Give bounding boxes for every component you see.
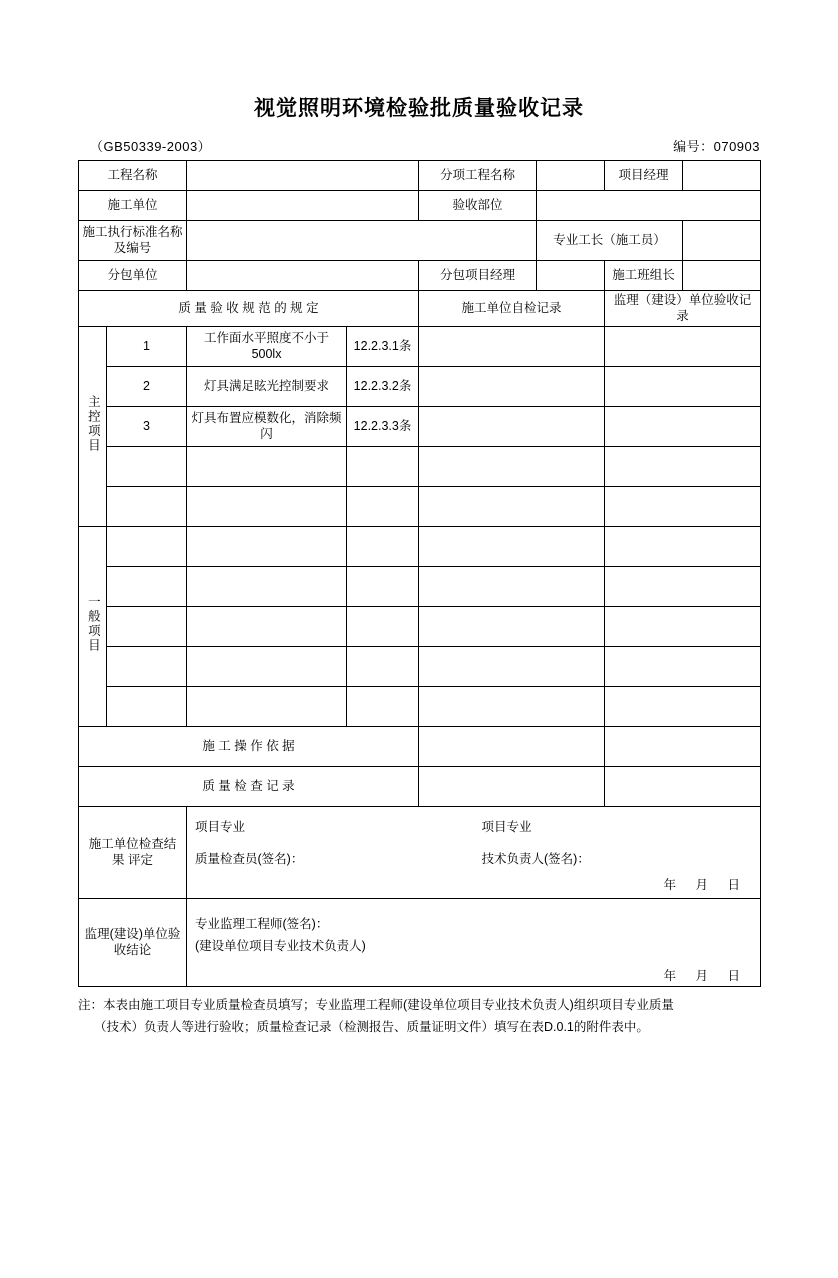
table-row: [79, 161, 761, 191]
construction-col1-line2: 质量检查员(签名)：: [195, 851, 304, 866]
item-text: [187, 647, 347, 687]
table-row: [79, 607, 761, 647]
subcontractor-label: 分包单位: [79, 261, 187, 291]
item-no: [107, 647, 187, 687]
sub-project-manager-value[interactable]: [537, 261, 605, 291]
item-supervision-record[interactable]: [605, 487, 761, 527]
item-no: 2: [107, 367, 187, 407]
table-row: [79, 261, 761, 291]
table-row: [79, 367, 761, 407]
table-row: [79, 407, 761, 447]
item-clause: [347, 487, 419, 527]
item-self-record[interactable]: [419, 687, 605, 727]
project-manager-value[interactable]: [683, 161, 761, 191]
construction-col2-line1: 项目专业: [481, 820, 532, 835]
supervision-conclusion-body: [187, 899, 761, 987]
supervision-line2: (建设单位项目专业技术负责人): [195, 938, 366, 953]
notes: [78, 995, 768, 1038]
supervision-line1: 专业监理工程师(签名)：: [195, 917, 329, 932]
item-no: [107, 567, 187, 607]
acceptance-part-value[interactable]: [537, 191, 761, 221]
table-row: [79, 567, 761, 607]
item-clause: [347, 527, 419, 567]
subheader: [78, 136, 760, 154]
project-name-label: 工程名称: [79, 161, 187, 191]
item-clause: 12.2.3.2条: [347, 367, 419, 407]
item-clause: [347, 447, 419, 487]
acceptance-form: [78, 160, 761, 987]
item-self-record[interactable]: [419, 527, 605, 567]
document-page: [0, 92, 838, 1278]
sub-project-name-label: 分项工程名称: [419, 161, 537, 191]
item-supervision-record[interactable]: [605, 367, 761, 407]
item-clause: 12.2.3.3条: [347, 407, 419, 447]
page-title: 视觉照明环境检验批质量验收记录: [254, 97, 584, 120]
team-leader-value[interactable]: [683, 261, 761, 291]
standard-name-value[interactable]: [187, 221, 537, 261]
table-row: [79, 647, 761, 687]
team-leader-label: 施工班组长: [605, 261, 683, 291]
item-self-record[interactable]: [419, 327, 605, 367]
item-text: 工作面水平照度不小于500lx: [187, 327, 347, 367]
supervision-conclusion-label: 监理(建设)单位验收结论: [79, 899, 187, 987]
acceptance-part-label: 验收部位: [419, 191, 537, 221]
supervision-date[interactable]: 年 月 日: [663, 968, 749, 983]
item-supervision-record[interactable]: [605, 447, 761, 487]
item-supervision-record[interactable]: [605, 647, 761, 687]
operation-basis-value-2[interactable]: [605, 727, 761, 767]
item-text: [187, 567, 347, 607]
item-text: [187, 447, 347, 487]
sub-project-name-value[interactable]: [537, 161, 605, 191]
spec-requirements-header: 质 量 验 收 规 范 的 规 定: [79, 291, 419, 327]
record-number: [673, 136, 760, 155]
table-row: [79, 487, 761, 527]
item-clause: [347, 647, 419, 687]
item-supervision-record[interactable]: [605, 687, 761, 727]
table-row: [79, 327, 761, 367]
supervision-check-header: 监理（建设）单位验收记录: [605, 291, 761, 327]
item-no: 3: [107, 407, 187, 447]
item-text: 灯具满足眩光控制要求: [187, 367, 347, 407]
quality-record-value[interactable]: [419, 767, 605, 807]
table-row: [79, 807, 761, 899]
item-no: [107, 527, 187, 567]
project-name-value[interactable]: [187, 161, 419, 191]
item-no: 1: [107, 327, 187, 367]
item-supervision-record[interactable]: [605, 407, 761, 447]
table-row: [79, 191, 761, 221]
construction-unit-value[interactable]: [187, 191, 419, 221]
item-self-record[interactable]: [419, 607, 605, 647]
item-text: [187, 687, 347, 727]
project-manager-label: 项目经理: [605, 161, 683, 191]
main-items-label: 主控项目: [79, 327, 107, 527]
item-no: [107, 447, 187, 487]
operation-basis-label: 施 工 操 作 依 据: [79, 727, 419, 767]
table-row: [79, 221, 761, 261]
table-header-row: [79, 291, 761, 327]
item-no: [107, 687, 187, 727]
general-items-label: 一般项目: [79, 527, 107, 727]
standard-name-label: 施工执行标准名称及编号: [79, 221, 187, 261]
notes-line-2: （技术）负责人等进行验收；质量检查记录（检测报告、质量证明文件）填写在表D.0.1的附件表中。: [94, 1019, 649, 1034]
item-self-record[interactable]: [419, 647, 605, 687]
table-row: [79, 527, 761, 567]
item-no: [107, 487, 187, 527]
table-row: [79, 687, 761, 727]
notes-line-1: 注：本表由施工项目专业质量检查员填写；专业监理工程师(建设单位项目专业技术负责人)组织项目专业质量: [78, 998, 674, 1013]
item-text: [187, 527, 347, 567]
item-self-record[interactable]: [419, 447, 605, 487]
item-self-record[interactable]: [419, 487, 605, 527]
item-clause: [347, 607, 419, 647]
construction-col2-line2: 技术负责人(签名)：: [481, 851, 590, 866]
item-clause: [347, 567, 419, 607]
sub-project-manager-label: 分包项目经理: [419, 261, 537, 291]
operation-basis-value[interactable]: [419, 727, 605, 767]
table-row: [79, 447, 761, 487]
record-number-label: 编号：: [673, 139, 714, 154]
construction-unit-label: 施工单位: [79, 191, 187, 221]
item-self-record[interactable]: [419, 567, 605, 607]
item-supervision-record[interactable]: [605, 607, 761, 647]
item-clause: [347, 687, 419, 727]
item-supervision-record[interactable]: [605, 327, 761, 367]
item-no: [107, 607, 187, 647]
item-text: [187, 607, 347, 647]
quality-record-label: 质 量 检 查 记 录: [79, 767, 419, 807]
foreman-label: 专业工长（施工员）: [537, 221, 683, 261]
item-supervision-record[interactable]: [605, 567, 761, 607]
self-check-header: 施工单位自检记录: [419, 291, 605, 327]
record-number-value: 070903: [713, 139, 760, 154]
item-clause: 12.2.3.1条: [347, 327, 419, 367]
table-row: [79, 767, 761, 807]
item-text: [187, 487, 347, 527]
item-self-record[interactable]: [419, 367, 605, 407]
table-row: [79, 727, 761, 767]
construction-date[interactable]: 年 月 日: [663, 877, 749, 892]
subcontractor-value[interactable]: [187, 261, 419, 291]
quality-record-value-2[interactable]: [605, 767, 761, 807]
item-supervision-record[interactable]: [605, 527, 761, 567]
item-text: 灯具布置应模数化，消除频闪: [187, 407, 347, 447]
construction-conclusion-body: [187, 807, 761, 899]
construction-conclusion-label: 施工单位检查结 果 评定: [79, 807, 187, 899]
item-self-record[interactable]: [419, 407, 605, 447]
table-row: [79, 899, 761, 987]
standard-code: （GB50339-2003）: [90, 139, 212, 154]
construction-col1-line1: 项目专业: [195, 820, 246, 835]
foreman-value[interactable]: [683, 221, 761, 261]
